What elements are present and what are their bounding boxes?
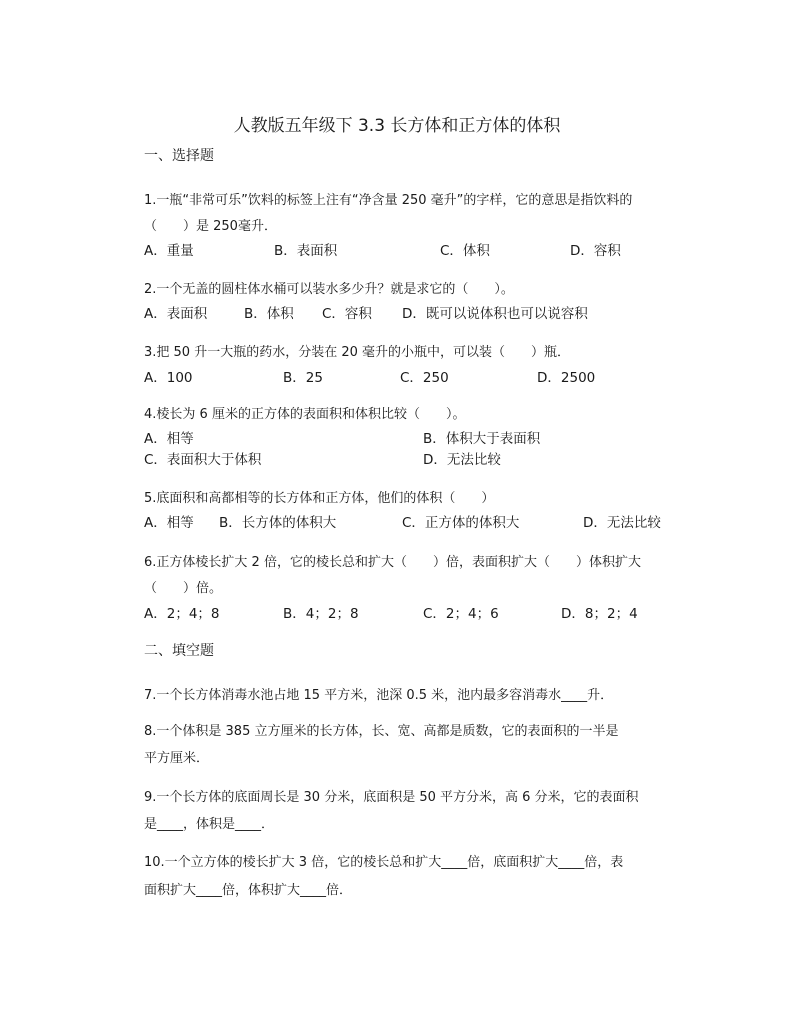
q2-option-d: D．既可以说体积也可以说容积 [402, 306, 588, 322]
q4-option-b: B．体积大于表面积 [423, 431, 541, 447]
section-fill-heading: 二、填空题 [144, 643, 214, 659]
q2-option-c: C．容积 [322, 306, 372, 322]
section-choice-heading: 一、选择题 [144, 148, 214, 164]
question-1-text-cont: （ ）是 250毫升． [144, 219, 277, 234]
question-4-text: 4.棱长为 6 厘米的正方体的表面积和体积比较（ ）。 [144, 407, 466, 422]
q3-option-b: B．25 [283, 370, 323, 386]
question-3-text: 3.把 50 升一大瓶的药水，分装在 20 毫升的小瓶中，可以装（ ）瓶． [144, 345, 571, 360]
q2-option-a: A．表面积 [144, 306, 208, 322]
q6-option-b: B．4；2；8 [283, 606, 359, 622]
question-1-text: 1.一瓶“非常可乐”饮料的标签上注有“净含量 250 毫升”的字样，它的意思是指饮料的 [144, 193, 633, 208]
q4-option-c: C．表面积大于体积 [144, 452, 262, 468]
q5-option-d: D．无法比较 [583, 515, 661, 531]
page-title: 人教版五年级下 3.3 长方体和正方体的体积 [233, 116, 561, 136]
q6-option-c: C．2；4；6 [423, 606, 499, 622]
question-6-text: 6.正方体棱长扩大 2 倍，它的棱长总和扩大（ ）倍，表面积扩大（ ）体积扩大 [144, 555, 641, 570]
q6-option-d: D．8；2；4 [561, 606, 638, 622]
q1-option-d: D．容积 [570, 243, 621, 259]
q4-option-d: D．无法比较 [423, 452, 501, 468]
q1-option-c: C．体积 [440, 243, 490, 259]
q1-option-b: B．表面积 [274, 243, 338, 259]
question-9-text: 9.一个长方体的底面周长是 30 分米，底面积是 50 平方分米，高 6 分米，它的表面积 [144, 790, 639, 805]
q5-option-a: A．相等 [144, 515, 194, 531]
question-5-text: 5.底面积和高都相等的长方体和正方体，他们的体积（ ） [144, 491, 495, 506]
question-7-text: 7.一个长方体消毒水池占地 15 平方米，池深 0.5 米，池内最多容消毒水____升． [144, 688, 614, 703]
q5-option-c: C．正方体的体积大 [402, 515, 520, 531]
q6-option-a: A．2；4；8 [144, 606, 220, 622]
question-10-text: 10.一个立方体的棱长扩大 3 倍，它的棱长总和扩大____倍，底面积扩大____倍，表 [144, 855, 624, 870]
q5-option-b: B．长方体的体积大 [219, 515, 337, 531]
q3-option-d: D．2500 [537, 370, 596, 386]
q3-option-a: A．100 [144, 370, 193, 386]
q3-option-c: C．250 [400, 370, 449, 386]
question-6-text-cont: （ ）倍。 [144, 581, 223, 596]
q1-option-a: A．重量 [144, 243, 194, 259]
question-9-text-cont: 是____，体积是____． [144, 817, 275, 832]
question-2-text: 2.一个无盖的圆柱体水桶可以装水多少升？就是求它的（ ）。 [144, 282, 514, 297]
question-8-text: 8.一个体积是 385 立方厘米的长方体，长、宽、高都是质数，它的表面积的一半是 [144, 724, 619, 739]
q2-option-b: B．体积 [244, 306, 294, 322]
question-8-text-cont: 平方厘米． [144, 751, 210, 766]
q4-option-a: A．相等 [144, 431, 194, 447]
question-10-text-cont: 面积扩大____倍，体积扩大____倍． [144, 883, 353, 898]
